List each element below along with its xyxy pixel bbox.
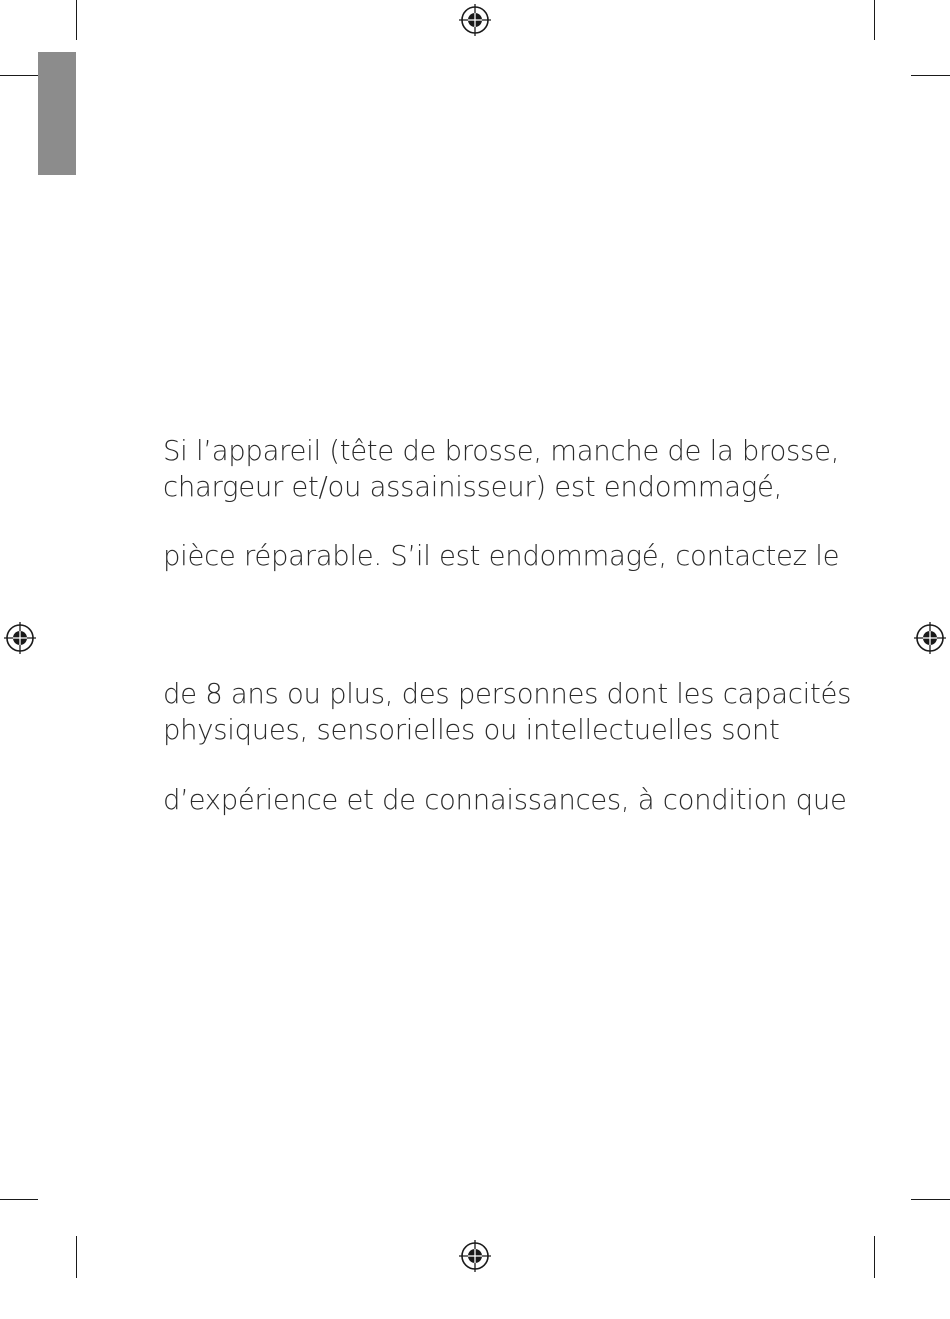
body-text-line: Si l’appareil (tête de brosse, manche de la brosse,: [163, 435, 840, 467]
crop-mark-top-left-vertical: [76, 0, 77, 40]
crop-mark-bottom-right-vertical: [874, 1236, 875, 1278]
body-text-line: physiques, sensorielles ou intellectuelles sont: [163, 714, 780, 746]
body-text-line: d’expérience et de connaissances, à condition que: [163, 784, 847, 816]
crop-mark-bottom-left-vertical: [76, 1236, 77, 1278]
registration-target-icon: [913, 621, 947, 655]
body-text-line: de 8 ans ou plus, des personnes dont les capacités: [163, 678, 852, 710]
crop-mark-bottom-left-horizontal: [0, 1199, 38, 1200]
body-text-line: chargeur et/ou assainisseur) est endommagé,: [163, 471, 783, 503]
registration-target-icon: [3, 621, 37, 655]
body-text-line: pièce réparable. S’il est endommagé, contactez le: [163, 540, 840, 572]
crop-mark-bottom-right-horizontal: [911, 1199, 950, 1200]
crop-mark-top-right-horizontal: [911, 75, 950, 76]
language-tab-marker: [38, 52, 76, 175]
crop-mark-top-right-vertical: [874, 0, 875, 40]
registration-target-icon: [458, 3, 492, 37]
registration-target-icon: [458, 1239, 492, 1273]
crop-mark-top-left-horizontal: [0, 75, 38, 76]
